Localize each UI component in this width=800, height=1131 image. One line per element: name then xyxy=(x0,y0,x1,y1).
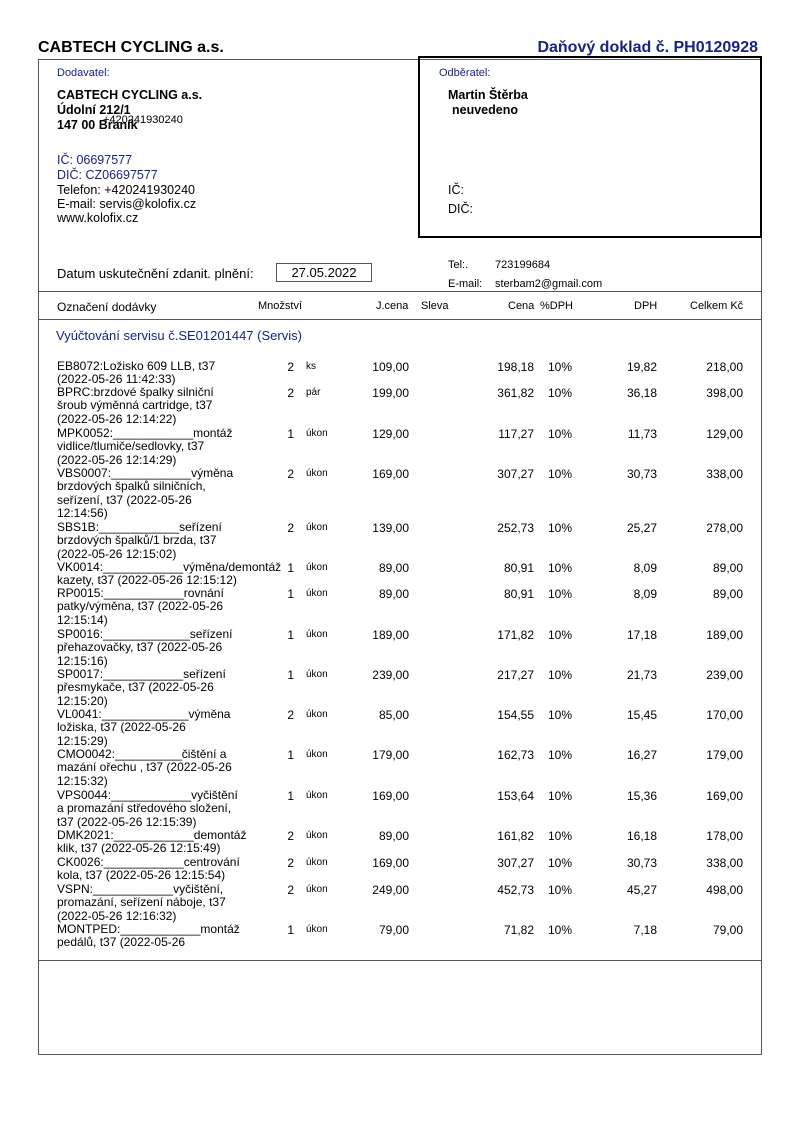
item-price: 452,73 xyxy=(497,883,534,897)
item-price: 307,27 xyxy=(497,856,534,870)
item-vat: 30,73 xyxy=(626,467,657,481)
item-desc: CMO0042:__________čištění a mazání ořechu , t37 (2022-05-26 12:15:32) xyxy=(57,747,232,788)
item-unit-price: 89,00 xyxy=(378,829,409,843)
col-vat: DPH xyxy=(634,300,658,312)
item-total: 338,00 xyxy=(706,856,743,870)
item-qty: 1 xyxy=(287,587,294,601)
item-qty: 1 xyxy=(287,668,294,682)
item-total: 169,00 xyxy=(706,789,743,803)
item-vat-rate: 10% xyxy=(548,360,573,374)
item-qty: 2 xyxy=(287,829,294,843)
item-desc: DMK2021:____________demontáž klik, t37 (2022-05-26 12:15:49) xyxy=(57,828,247,856)
item-unit: úkon xyxy=(306,629,328,640)
item-vat: 11,73 xyxy=(627,427,657,441)
item-vat: 15,36 xyxy=(626,789,657,803)
item-total: 218,00 xyxy=(706,360,743,374)
item-qty: 2 xyxy=(287,386,294,400)
item-qty: 1 xyxy=(287,789,294,803)
supplier-dic: DIČ: CZ06697577 xyxy=(57,168,158,182)
item-unit: úkon xyxy=(306,468,328,479)
item-unit-price: 129,00 xyxy=(372,427,409,441)
item-vat: 25,27 xyxy=(626,521,657,535)
supplier-street: Údolní 212/1 xyxy=(57,103,131,117)
item-unit: ks xyxy=(306,361,316,372)
item-price: 161,82 xyxy=(497,829,534,843)
item-price: 80,91 xyxy=(503,561,534,575)
customer-name: Martin Štěrba xyxy=(448,88,528,102)
item-vat: 17,18 xyxy=(626,628,657,642)
header-bottom-rule xyxy=(38,319,762,320)
item-vat-rate: 10% xyxy=(548,748,573,762)
document-title: Daňový doklad č. PH0120928 xyxy=(537,39,758,56)
item-unit: úkon xyxy=(306,830,328,841)
item-unit-price: 139,00 xyxy=(372,521,409,535)
item-price: 217,27 xyxy=(497,668,534,682)
supplier-web: www.kolofix.cz xyxy=(57,211,139,225)
item-qty: 2 xyxy=(287,708,294,722)
item-qty: 2 xyxy=(287,883,294,897)
item-vat-rate: 10% xyxy=(548,628,573,642)
item-total: 179,00 xyxy=(706,748,743,762)
col-desc: Označení dodávky xyxy=(57,300,157,314)
item-qty: 1 xyxy=(287,427,294,441)
item-qty: 2 xyxy=(287,856,294,870)
item-unit: pár xyxy=(306,387,321,398)
item-vat-rate: 10% xyxy=(548,561,573,575)
item-vat: 21,73 xyxy=(626,668,657,682)
item-desc: MONTPED:____________montáž pedálů, t37 (2022-05-26 xyxy=(57,922,240,950)
item-vat-rate: 10% xyxy=(548,427,573,441)
item-desc: CK0026:____________centrování kola, t37 (2022-05-26 12:15:54) xyxy=(57,855,240,883)
item-vat: 36,18 xyxy=(626,386,657,400)
supplier-label: Dodavatel: xyxy=(57,67,110,79)
item-total: 278,00 xyxy=(706,521,743,535)
item-price: 252,73 xyxy=(497,521,534,535)
item-desc: VK0014:____________výměna/demontáž kazety, t37 (2022-05-26 12:15:12) xyxy=(57,560,282,588)
customer-ic: IČ: xyxy=(448,183,464,197)
item-unit: úkon xyxy=(306,790,328,801)
item-qty: 2 xyxy=(287,360,294,374)
item-unit: úkon xyxy=(306,857,328,868)
item-total: 170,00 xyxy=(706,708,743,722)
item-vat: 15,45 xyxy=(626,708,657,722)
supplier-phone-overlay: +420241930240 xyxy=(103,114,183,126)
supplier-city: 147 00 Braník xyxy=(57,118,138,132)
tax-date-value: 27.05.2022 xyxy=(276,263,372,282)
item-desc: VSPN:____________vyčištění, promazání, seřízení náboje, t37 (2022-05-26 12:16:32) xyxy=(57,882,226,923)
item-vat: 7,18 xyxy=(633,923,657,937)
tax-date-label: Datum uskutečnění zdanit. plnění: xyxy=(57,266,254,281)
supplier-phone: Telefon: +420241930240 xyxy=(57,183,195,197)
item-unit-price: 169,00 xyxy=(372,856,409,870)
item-unit-price: 169,00 xyxy=(372,789,409,803)
item-vat-rate: 10% xyxy=(548,883,573,897)
item-unit: úkon xyxy=(306,428,328,439)
customer-tel-label: Tel:. xyxy=(448,259,469,271)
item-unit: úkon xyxy=(306,884,328,895)
item-vat-rate: 10% xyxy=(548,708,573,722)
item-desc: SP0016:_____________seřízení přehazovačky, t37 (2022-05-26 12:15:16) xyxy=(57,627,233,668)
item-unit: úkon xyxy=(306,522,328,533)
item-unit: úkon xyxy=(306,924,328,935)
customer-email: sterbam2@gmail.com xyxy=(495,278,603,290)
supplier-name: CABTECH CYCLING a.s. xyxy=(57,88,203,102)
item-unit-price: 109,00 xyxy=(372,360,409,374)
item-price: 117,27 xyxy=(498,427,534,441)
item-qty: 2 xyxy=(287,467,294,481)
item-vat-rate: 10% xyxy=(548,668,573,682)
item-vat-rate: 10% xyxy=(548,856,573,870)
item-vat: 30,73 xyxy=(626,856,657,870)
item-vat-rate: 10% xyxy=(548,521,573,535)
item-desc: SBS1B:____________seřízení brzdových špalků/1 brzda, t37 (2022-05-26 12:15:02) xyxy=(57,520,222,561)
item-desc: EB8072:Ložisko 609 LLB, t37 (2022-05-26 11:42:33) xyxy=(57,359,216,387)
item-qty: 1 xyxy=(287,748,294,762)
supplier-email: E-mail: servis@kolofix.cz xyxy=(57,197,197,211)
item-desc: BPRC:brzdové špalky silniční šroub výměnná cartridge, t37 (2022-05-26 12:14:22) xyxy=(57,385,214,426)
item-price: 307,27 xyxy=(497,467,534,481)
col-vat-rate: %DPH xyxy=(540,300,574,312)
item-total: 178,00 xyxy=(706,829,743,843)
item-price: 162,73 xyxy=(497,748,534,762)
item-unit-price: 79,00 xyxy=(378,923,409,937)
item-total: 79,00 xyxy=(712,923,743,937)
item-unit-price: 199,00 xyxy=(372,386,409,400)
item-unit: úkon xyxy=(306,669,328,680)
item-unit-price: 239,00 xyxy=(372,668,409,682)
section-title: Vyúčtování servisu č.SE01201447 (Servis) xyxy=(56,328,302,343)
col-total: Celkem Kč xyxy=(690,300,744,312)
item-total: 89,00 xyxy=(712,587,743,601)
item-desc: VPS0044:____________vyčištění a promazání středového složení, t37 (2022-05-26 12:15:39) xyxy=(57,788,238,829)
item-vat-rate: 10% xyxy=(548,587,573,601)
item-vat-rate: 10% xyxy=(548,386,573,400)
item-desc: MPK0052:____________montáž vidlice/tlumiče/sedlovky, t37 (2022-05-26 12:14:29) xyxy=(57,426,233,467)
item-desc: VBS0007:____________výměna brzdových špalků silničních, seřízení, t37 (2022-05-26 12:14:56) xyxy=(57,466,234,521)
item-total: 398,00 xyxy=(706,386,743,400)
item-vat: 16,18 xyxy=(626,829,657,843)
item-unit-price: 179,00 xyxy=(372,748,409,762)
item-qty: 2 xyxy=(287,521,294,535)
customer-note: neuvedeno xyxy=(452,103,518,117)
company-name-header: CABTECH CYCLING a.s. xyxy=(38,39,224,56)
item-price: 153,64 xyxy=(497,789,534,803)
item-qty: 1 xyxy=(287,628,294,642)
item-unit: úkon xyxy=(306,562,328,573)
item-vat-rate: 10% xyxy=(548,829,573,843)
item-total: 338,00 xyxy=(706,467,743,481)
header-top-rule xyxy=(38,291,762,292)
supplier-ic: IČ: 06697577 xyxy=(57,153,133,167)
col-discount: Sleva xyxy=(421,300,449,312)
item-total: 89,00 xyxy=(712,561,743,575)
customer-tel: 723199684 xyxy=(495,259,551,271)
item-price: 80,91 xyxy=(503,587,534,601)
item-price: 198,18 xyxy=(497,360,534,374)
item-total: 129,00 xyxy=(706,427,743,441)
item-price: 71,82 xyxy=(503,923,534,937)
item-price: 361,82 xyxy=(497,386,534,400)
item-vat-rate: 10% xyxy=(548,789,573,803)
item-vat: 16,27 xyxy=(626,748,657,762)
item-price: 171,82 xyxy=(497,628,534,642)
item-price: 154,55 xyxy=(497,708,534,722)
item-unit-price: 89,00 xyxy=(378,587,409,601)
customer-dic: DIČ: xyxy=(448,202,473,216)
item-unit-price: 89,00 xyxy=(378,561,409,575)
item-unit-price: 189,00 xyxy=(372,628,409,642)
item-total: 498,00 xyxy=(706,883,743,897)
item-desc: VL0041:_____________výměna ložiska, t37 (2022-05-26 12:15:29) xyxy=(57,707,231,748)
item-unit-price: 249,00 xyxy=(372,883,409,897)
customer-email-label: E-mail: xyxy=(448,278,483,290)
item-vat: 45,27 xyxy=(626,883,657,897)
item-unit: úkon xyxy=(306,588,328,599)
item-qty: 1 xyxy=(287,923,294,937)
item-vat-rate: 10% xyxy=(548,467,573,481)
item-desc: RP0015:____________rovnání patky/výměna, t37 (2022-05-26 12:15:14) xyxy=(57,586,224,627)
item-total: 189,00 xyxy=(706,628,743,642)
item-vat: 8,09 xyxy=(633,587,657,601)
item-vat: 19,82 xyxy=(626,360,657,374)
item-unit-price: 85,00 xyxy=(378,708,409,722)
item-unit: úkon xyxy=(306,749,328,760)
item-total: 239,00 xyxy=(706,668,743,682)
item-vat-rate: 10% xyxy=(548,923,573,937)
item-desc: SP0017:____________seřízení přesmykače, t37 (2022-05-26 12:15:20) xyxy=(57,667,226,708)
item-vat: 8,09 xyxy=(633,561,657,575)
col-unit-price: J.cena xyxy=(376,300,409,312)
col-qty: Množství xyxy=(258,300,303,312)
item-unit: úkon xyxy=(306,709,328,720)
col-price: Cena xyxy=(508,300,535,312)
item-unit-price: 169,00 xyxy=(372,467,409,481)
customer-label: Odběratel: xyxy=(439,67,491,79)
item-qty: 1 xyxy=(287,561,294,575)
items-bottom-rule xyxy=(38,960,762,961)
